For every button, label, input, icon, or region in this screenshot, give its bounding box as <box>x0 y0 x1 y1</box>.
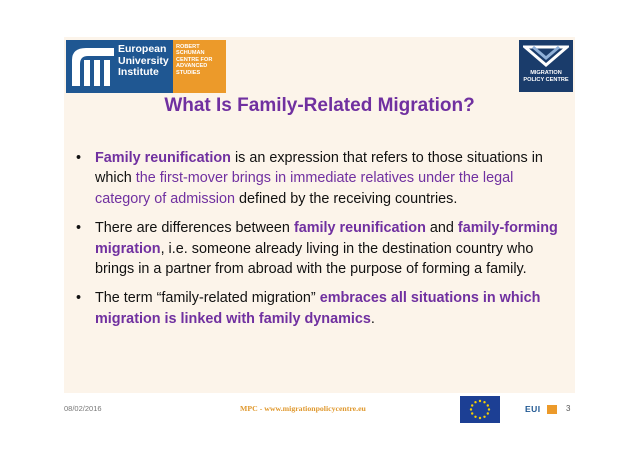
bullet-2-term-2: family-forming migration <box>95 220 558 257</box>
bullet-2-term-1: family reunification <box>293 220 426 237</box>
footer-date: 08/02/2016 <box>64 404 102 413</box>
bullet-marker: • <box>76 220 82 237</box>
rsc-logo-text: ROBERT SCHUMAN CENTRE FOR ADVANCED STUDIES <box>176 44 213 76</box>
eu-flag-icon <box>460 396 500 423</box>
slide-title: What Is Family-Related Migration? <box>164 95 475 116</box>
eui-emblem-icon <box>70 46 116 88</box>
mpc-logo-text: MIGRATION POLICY CENTRE <box>523 70 569 83</box>
page-number: 3 <box>566 404 571 413</box>
eui-small-box <box>547 405 557 414</box>
bullet-2-text-end: , i.e. someone already living in the destination country who brings in a partner from abroad with the purpose of forming a family. <box>95 240 534 278</box>
eui-small-text: EUI <box>525 404 541 414</box>
bullet-marker: • <box>76 290 82 307</box>
bullet-1-highlight: the first-mover brings in immediate relatives under the legal category of admission <box>95 170 514 207</box>
eui-logo <box>66 40 226 93</box>
eui-logo-name: European University Institute <box>118 43 169 78</box>
bullet-1-term: Family reunification <box>95 150 231 166</box>
bullet-2-text: There are differences between <box>95 220 294 237</box>
bullet-3-highlight: embraces all situations in which migration is linked with family dynamics <box>95 290 541 327</box>
bullet-2-text-mid: and <box>425 220 458 237</box>
bullet-1-text: is an expression that refers to those situations in which <box>95 150 543 187</box>
bullet-1-text-end: defined by the receiving countries. <box>234 190 458 207</box>
footer-website: MPC - www.migrationpolicycentre.eu <box>240 404 366 413</box>
eui-logo-blue-block <box>66 40 173 93</box>
bullet-marker: • <box>76 150 82 166</box>
rsc-logo-block <box>173 40 226 93</box>
bullet-item-2 <box>76 218 562 279</box>
mpc-logo <box>519 40 573 92</box>
bullet-3-text-end: . <box>370 310 375 327</box>
eu-stars-icon <box>460 396 500 423</box>
bullet-item-1 <box>76 148 562 209</box>
bullet-3-text: The term “family-related migration” <box>95 290 320 307</box>
mpc-mark-icon <box>523 43 569 67</box>
bullet-item-3 <box>76 288 562 329</box>
bullet-list <box>76 148 562 338</box>
